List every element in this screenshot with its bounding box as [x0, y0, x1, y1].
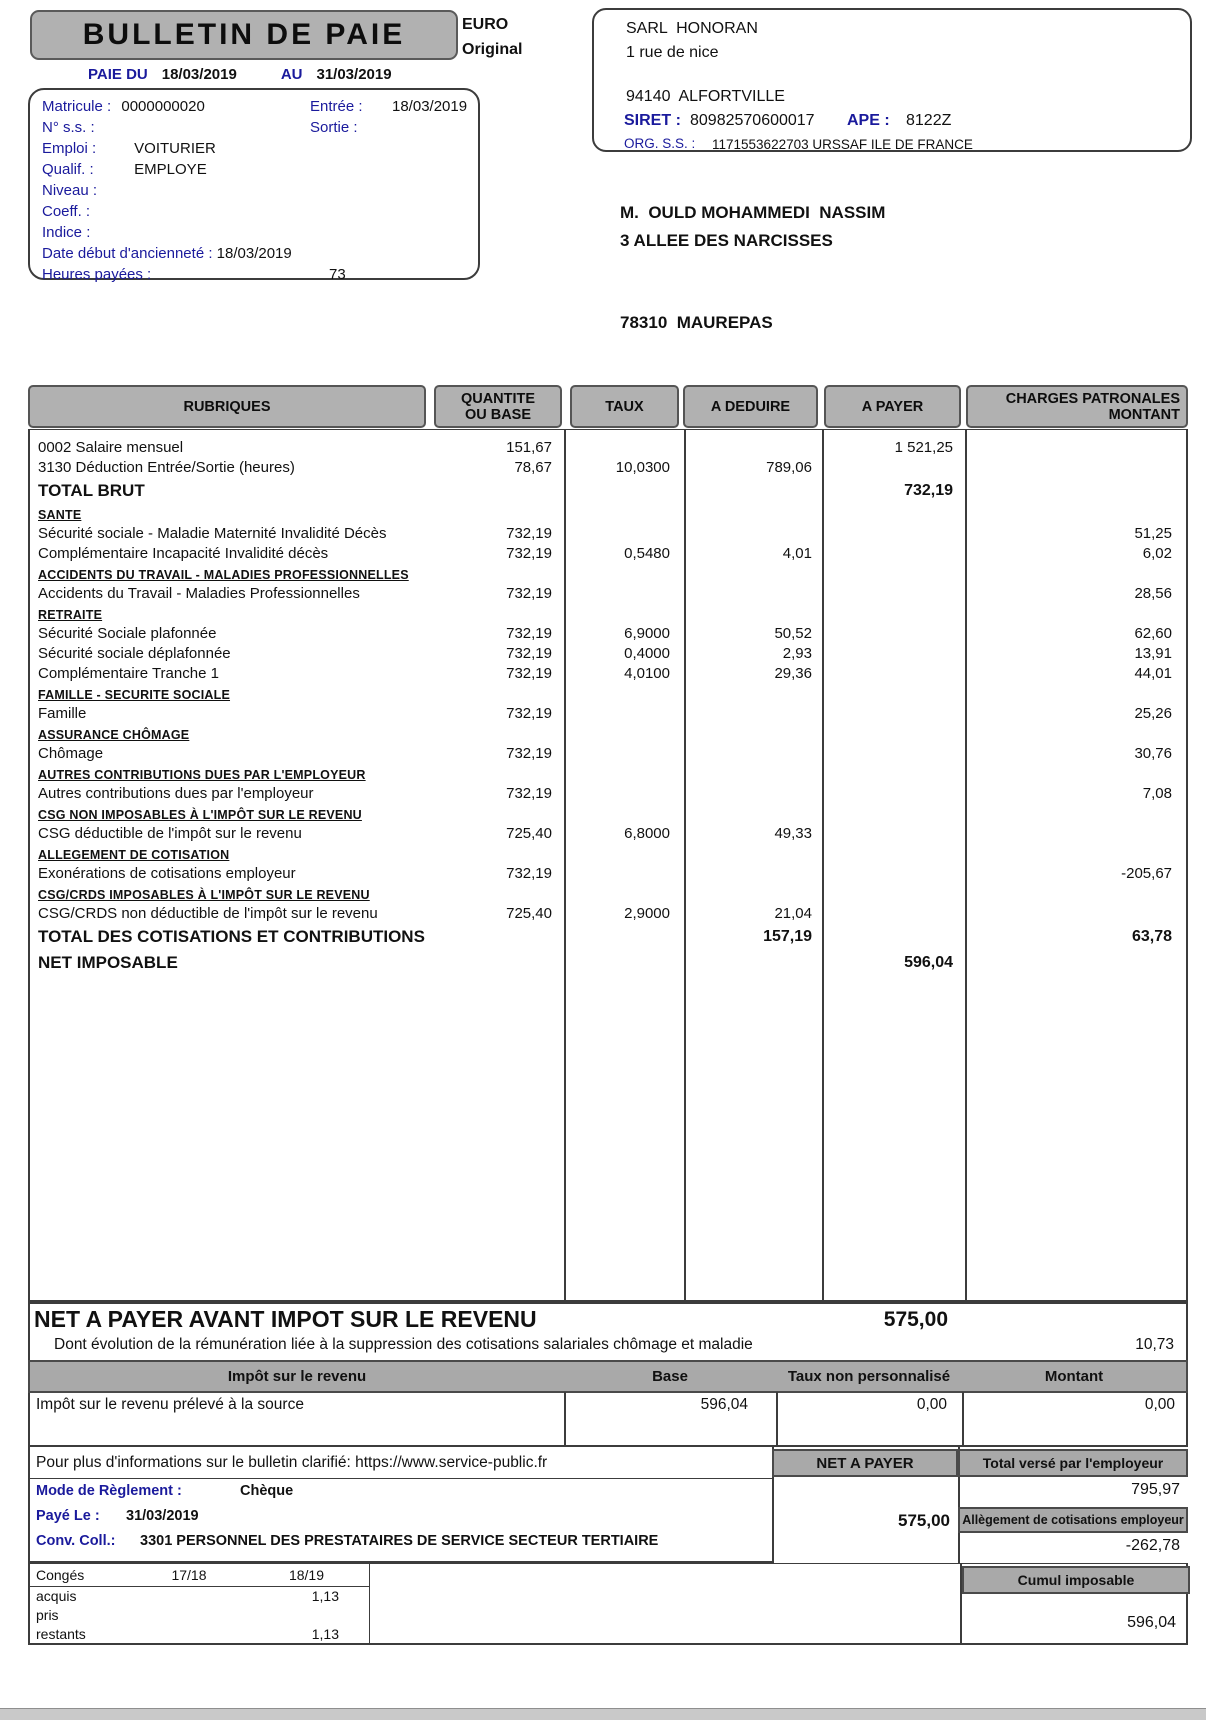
tax-table-row	[28, 1393, 1188, 1447]
cell-payer	[822, 458, 965, 478]
cell-charges: 51,25	[1134, 525, 1172, 542]
cell-quantite: 732,19	[506, 585, 552, 602]
cell-charges: 28,56	[1134, 585, 1172, 602]
paie-du-label: PAIE DU	[88, 66, 148, 83]
info-line-matricule	[42, 96, 478, 117]
total-employeur-header: Total versé par l'employeur	[958, 1449, 1188, 1477]
entree-label: Entrée :	[310, 98, 363, 115]
siret-value: 80982570600017	[690, 112, 815, 129]
cell-deduire: 49,33	[774, 825, 812, 842]
cell-charges: 25,26	[1134, 705, 1172, 722]
cell-payer	[822, 664, 965, 684]
table-section-row	[30, 764, 1186, 784]
col-header-payer-text: A PAYER	[861, 398, 924, 415]
collective-agreement-value: 3301 PERSONNEL DES PRESTATAIRES DE SERVICE SECTEUR TERTIAIRE	[140, 1533, 659, 1549]
cell-quantite: 732,19	[506, 545, 552, 562]
cell-taux	[564, 524, 684, 544]
tax-rate-value: 0,00	[916, 1396, 947, 1413]
cell-deduire: 157,19	[763, 928, 812, 945]
cell-payer	[822, 744, 965, 764]
rubrique-label: Accidents du Travail - Maladies Professionnelles	[38, 585, 360, 602]
cell-payer	[822, 584, 965, 604]
table-section-row	[30, 504, 1186, 524]
cell-payer: 732,19	[904, 482, 953, 499]
page-bottom-edge	[0, 1708, 1206, 1720]
cell-payer	[822, 704, 965, 724]
indice-label: Indice :	[42, 224, 91, 241]
paie-du-date: 18/03/2019	[161, 66, 237, 83]
cell-charges	[965, 904, 1186, 924]
net-a-payer-column	[772, 1447, 960, 1563]
section-label: SANTE	[38, 508, 82, 522]
cell-payer	[822, 864, 965, 884]
employer-street: 1 rue de nice	[626, 44, 719, 61]
table-row	[30, 864, 1186, 884]
payroll-rows	[30, 438, 1186, 976]
table-row-total	[30, 478, 1186, 504]
rubrique-label: Complémentaire Tranche 1	[38, 665, 219, 682]
net-before-tax-band	[28, 1302, 1188, 1360]
net-before-tax-label: NET A PAYER AVANT IMPOT SUR LE REVENU	[34, 1306, 537, 1332]
col-header-deduire	[683, 385, 818, 428]
cell-taux	[564, 924, 684, 950]
cell-deduire	[684, 478, 822, 504]
siret-label: SIRET :	[624, 112, 681, 129]
col-header-payer	[824, 385, 961, 428]
info-line-emploi	[42, 138, 478, 159]
cell-taux	[564, 704, 684, 724]
emploi-label: Emploi :	[42, 140, 97, 157]
col-header-quantite	[434, 385, 562, 428]
table-row-total	[30, 924, 1186, 950]
cell-taux: 4,0100	[624, 665, 670, 682]
cell-payer: 596,04	[904, 954, 953, 971]
cell-payer	[822, 824, 965, 844]
cell-deduire: 50,52	[774, 625, 812, 642]
cell-taux	[564, 438, 684, 458]
cell-charges: -205,67	[1121, 865, 1172, 882]
col-header-taux	[570, 385, 679, 428]
column-divider	[564, 1392, 566, 1445]
cell-payer	[822, 524, 965, 544]
employee-street: 3 ALLEE DES NARCISSES	[620, 231, 833, 250]
section-label: FAMILLE - SECURITE SOCIALE	[38, 688, 231, 702]
tax-base-value: 596,04	[700, 1396, 748, 1413]
col-header-charges-l2: MONTANT	[1108, 406, 1180, 423]
ape-value: 8122Z	[906, 112, 952, 129]
col-header-charges	[966, 385, 1188, 428]
copy-type-label: Original	[462, 41, 523, 58]
total-employeur-value: 795,97	[1131, 1481, 1180, 1498]
anciennete-value: 18/03/2019	[216, 245, 292, 262]
col-header-rubriques	[28, 385, 426, 428]
payment-mode-line	[30, 1479, 772, 1504]
col-header-rubriques-text: RUBRIQUES	[183, 398, 271, 415]
payment-mode-label: Mode de Règlement :	[36, 1483, 182, 1499]
conges-acquis-1718	[134, 1587, 244, 1606]
tax-amount-value: 0,00	[1144, 1396, 1175, 1413]
cell-charges: 44,01	[1134, 665, 1172, 682]
coeff-label: Coeff. :	[42, 203, 91, 220]
table-row	[30, 784, 1186, 804]
info-line-anciennete	[42, 243, 478, 264]
paid-date-label: Payé Le :	[36, 1508, 100, 1524]
tax-header-montant: Montant	[1044, 1368, 1104, 1385]
cell-taux: 6,9000	[624, 625, 670, 642]
cell-charges: 6,02	[1142, 545, 1172, 562]
info-line-niveau	[42, 180, 478, 201]
tax-row-label: Impôt sur le revenu prélevé à la source	[36, 1396, 304, 1413]
au-date: 31/03/2019	[316, 66, 392, 83]
cell-charges: 63,78	[1131, 928, 1172, 945]
au-label: AU	[280, 66, 303, 83]
table-row-total	[30, 950, 1186, 976]
table-section-row	[30, 564, 1186, 584]
sortie-label: Sortie :	[310, 119, 358, 136]
cell-taux: 2,9000	[624, 905, 670, 922]
section-label: ACCIDENTS DU TRAVAIL - MALADIES PROFESSIONNELLES	[38, 568, 409, 582]
rubrique-label: Exonérations de cotisations employeur	[38, 865, 296, 882]
cell-quantite: 732,19	[506, 645, 552, 662]
cell-quantite: 732,19	[506, 625, 552, 642]
cell-payer	[822, 924, 965, 950]
cell-deduire: 29,36	[774, 665, 812, 682]
cell-charges: 7,08	[1142, 785, 1172, 802]
cell-taux: 0,5480	[624, 545, 670, 562]
column-divider	[776, 1392, 778, 1445]
col-header-charges-l1: CHARGES PATRONALES	[1005, 390, 1180, 407]
employee-info-box	[28, 88, 480, 283]
tax-header-label: Impôt sur le revenu	[227, 1368, 367, 1385]
bulletin-info-text: Pour plus d'informations sur le bulletin clarifié: https://www.service-public.fr	[30, 1447, 772, 1479]
niveau-label: Niveau :	[42, 182, 98, 199]
cell-deduire	[684, 704, 822, 724]
rubrique-label: 3130 Déduction Entrée/Sortie (heures)	[38, 459, 295, 476]
payroll-table-body	[28, 429, 1188, 1302]
conges-table	[30, 1564, 370, 1643]
cell-quantite: 732,19	[506, 745, 552, 762]
cell-deduire	[684, 784, 822, 804]
cell-taux: 0,4000	[624, 645, 670, 662]
section-label: CSG/CRDS IMPOSABLES À L'IMPÔT SUR LE REVENU	[38, 888, 370, 902]
net-before-tax-value: 575,00	[883, 1308, 948, 1331]
cell-deduire	[684, 524, 822, 544]
rubrique-label: CSG/CRDS non déductible de l'impôt sur le revenu	[38, 905, 378, 922]
cell-charges	[965, 478, 1186, 504]
footer-info-box	[28, 1447, 774, 1563]
org-ss-label: ORG. S.S. :	[624, 136, 696, 151]
rubrique-label: Chômage	[38, 745, 104, 762]
table-section-row	[30, 844, 1186, 864]
matricule-label: Matricule :	[42, 98, 112, 115]
employee-name: M. OULD MOHAMMEDI NASSIM	[620, 203, 886, 222]
conges-pris-row	[30, 1606, 369, 1625]
table-row	[30, 744, 1186, 764]
section-label: ASSURANCE CHÔMAGE	[38, 728, 190, 742]
info-line-nss	[42, 117, 478, 138]
cell-taux	[564, 584, 684, 604]
tax-header-base: Base	[652, 1368, 688, 1385]
section-label: AUTRES CONTRIBUTIONS DUES PAR L'EMPLOYEUR	[38, 768, 366, 782]
conges-col-1718: 17/18	[171, 1567, 207, 1583]
cell-charges: 13,91	[1134, 645, 1172, 662]
paid-date-value: 31/03/2019	[126, 1508, 199, 1524]
pay-period-line	[88, 66, 406, 83]
column-divider	[962, 1392, 964, 1445]
table-row	[30, 704, 1186, 724]
ape-label: APE :	[847, 112, 890, 129]
conges-section	[28, 1563, 1188, 1645]
conges-restants-1718	[134, 1625, 244, 1644]
net-a-payer-value: 575,00	[898, 1511, 950, 1530]
table-section-row	[30, 884, 1186, 904]
section-label: ALLEGEMENT DE COTISATION	[38, 848, 230, 862]
conges-restants-1819: 1,13	[311, 1626, 339, 1642]
cell-charges: 30,76	[1134, 745, 1172, 762]
cell-deduire	[684, 744, 822, 764]
rubrique-label: Autres contributions dues par l'employeur	[38, 785, 314, 802]
heures-label: Heures payées :	[42, 266, 152, 283]
table-section-row	[30, 604, 1186, 624]
cell-quantite: 732,19	[506, 705, 552, 722]
allegement-header: Allègement de cotisations employeur	[958, 1507, 1188, 1533]
conges-acquis-1819: 1,13	[311, 1588, 339, 1604]
cell-quantite: 732,19	[506, 665, 552, 682]
entree-value: 18/03/2019	[392, 98, 468, 115]
emploi-value: VOITURIER	[134, 140, 216, 157]
employer-city: 94140 ALFORTVILLE	[626, 88, 785, 105]
cell-taux	[564, 950, 684, 976]
section-label: CSG NON IMPOSABLES À L'IMPÔT SUR LE REVENU	[38, 808, 362, 822]
cell-deduire	[684, 950, 822, 976]
cell-quantite: 725,40	[506, 905, 552, 922]
allegement-value: -262,78	[1125, 1537, 1180, 1554]
cell-deduire	[684, 584, 822, 604]
rubrique-label: Famille	[38, 705, 87, 722]
page-title	[30, 10, 458, 60]
cell-quantite: 725,40	[506, 825, 552, 842]
total-label: NET IMPOSABLE	[38, 953, 178, 972]
anciennete-label: Date début d'ancienneté :	[42, 245, 213, 262]
employee-city: 78310 MAUREPAS	[620, 313, 773, 332]
table-section-row	[30, 804, 1186, 824]
col-header-taux-text: TAUX	[605, 398, 644, 415]
info-line-coeff	[42, 201, 478, 222]
table-row	[30, 644, 1186, 664]
col-header-deduire-text: A DEDUIRE	[710, 398, 791, 415]
col-header-quantite-l2: OU BASE	[464, 406, 532, 423]
cell-charges	[965, 950, 1186, 976]
rubrique-label: Sécurité sociale - Maladie Maternité Invalidité Décès	[38, 525, 387, 542]
collective-agreement-label: Conv. Coll.:	[36, 1533, 116, 1549]
table-row	[30, 584, 1186, 604]
conges-restants-row	[30, 1625, 369, 1644]
cell-charges	[965, 438, 1186, 458]
cell-payer	[822, 904, 965, 924]
employer-name: SARL HONORAN	[626, 20, 758, 37]
rubrique-label: 0002 Salaire mensuel	[38, 439, 184, 456]
table-row	[30, 904, 1186, 924]
cell-deduire: 2,93	[782, 645, 812, 662]
conges-acquis-label: acquis	[36, 1588, 77, 1604]
employer-box	[592, 8, 1192, 152]
rubrique-label: Sécurité Sociale plafonnée	[38, 625, 217, 642]
payment-mode-value: Chèque	[240, 1483, 294, 1499]
cell-taux	[564, 744, 684, 764]
conges-title: Congés	[36, 1567, 85, 1583]
cell-payer	[822, 544, 965, 564]
matricule-value: 0000000020	[121, 98, 205, 115]
conges-header-row	[30, 1564, 369, 1587]
cell-taux	[564, 478, 684, 504]
cell-payer: 1 521,25	[894, 439, 953, 456]
table-row	[30, 438, 1186, 458]
qualif-label: Qualif. :	[42, 161, 94, 178]
cell-payer	[822, 784, 965, 804]
net-a-payer-header: NET A PAYER	[772, 1449, 958, 1477]
cell-quantite: 732,19	[506, 525, 552, 542]
section-label: RETRAITE	[38, 608, 103, 622]
nss-label: N° s.s. :	[42, 119, 95, 136]
cell-charges	[965, 458, 1186, 478]
cumul-imposable-value: 596,04	[1127, 1614, 1176, 1631]
tax-header-taux: Taux non personnalisé	[787, 1368, 951, 1385]
col-header-quantite-l1: QUANTITE	[460, 390, 536, 407]
conges-col-1819: 18/19	[288, 1567, 325, 1583]
employer-totals-column	[958, 1447, 1188, 1563]
table-row	[30, 544, 1186, 564]
cell-quantite: 732,19	[506, 865, 552, 882]
cell-deduire: 789,06	[766, 459, 812, 476]
currency-label: EURO	[462, 16, 509, 33]
table-row	[30, 624, 1186, 644]
cell-taux	[564, 784, 684, 804]
conges-pris-1819	[244, 1606, 369, 1625]
cell-deduire: 21,04	[774, 905, 812, 922]
paid-date-line	[30, 1504, 772, 1529]
rubrique-label: Sécurité sociale déplafonnée	[38, 645, 231, 662]
table-row	[30, 824, 1186, 844]
tax-table-header	[28, 1360, 1188, 1393]
cell-taux	[564, 864, 684, 884]
page-title-text: BULLETIN DE PAIE	[82, 18, 406, 51]
cell-deduire	[684, 438, 822, 458]
collective-agreement-line	[30, 1529, 772, 1554]
cell-quantite: 151,67	[506, 439, 552, 456]
total-label: TOTAL DES COTISATIONS ET CONTRIBUTIONS	[38, 927, 425, 946]
table-row	[30, 458, 1186, 478]
org-ss-value: 1171553622703 URSSAF ILE DE FRANCE	[712, 137, 973, 152]
cell-deduire	[684, 864, 822, 884]
cumul-imposable-header: Cumul imposable	[962, 1566, 1190, 1594]
cell-taux: 6,8000	[624, 825, 670, 842]
net-before-tax-sublabel: Dont évolution de la rémunération liée à la suppression des cotisations salariales chômage et maladie	[54, 1336, 753, 1353]
conges-restants-label: restants	[36, 1626, 86, 1642]
cell-deduire: 4,01	[782, 545, 812, 562]
cell-quantite: 732,19	[506, 785, 552, 802]
cell-charges	[965, 824, 1186, 844]
table-section-row	[30, 684, 1186, 704]
cell-charges: 62,60	[1134, 625, 1172, 642]
rubrique-label: CSG déductible de l'impôt sur le revenu	[38, 825, 302, 842]
info-line-indice	[42, 222, 478, 243]
qualif-value: EMPLOYE	[134, 161, 207, 178]
rubrique-label: Complémentaire Incapacité Invalidité décès	[38, 545, 329, 562]
conges-pris-1718	[134, 1606, 244, 1625]
cell-quantite: 78,67	[514, 459, 552, 476]
heures-value: 73	[329, 266, 346, 283]
conges-pris-label: pris	[36, 1607, 59, 1623]
table-row	[30, 664, 1186, 684]
cell-taux: 10,0300	[615, 459, 670, 476]
conges-acquis-row	[30, 1587, 369, 1606]
total-label: TOTAL BRUT	[38, 481, 145, 500]
info-line-heures	[42, 264, 478, 285]
info-line-qualif	[42, 159, 478, 180]
table-section-row	[30, 724, 1186, 744]
net-before-tax-subvalue: 10,73	[1135, 1336, 1174, 1353]
cell-payer	[822, 644, 965, 664]
cell-payer	[822, 624, 965, 644]
table-row	[30, 524, 1186, 544]
